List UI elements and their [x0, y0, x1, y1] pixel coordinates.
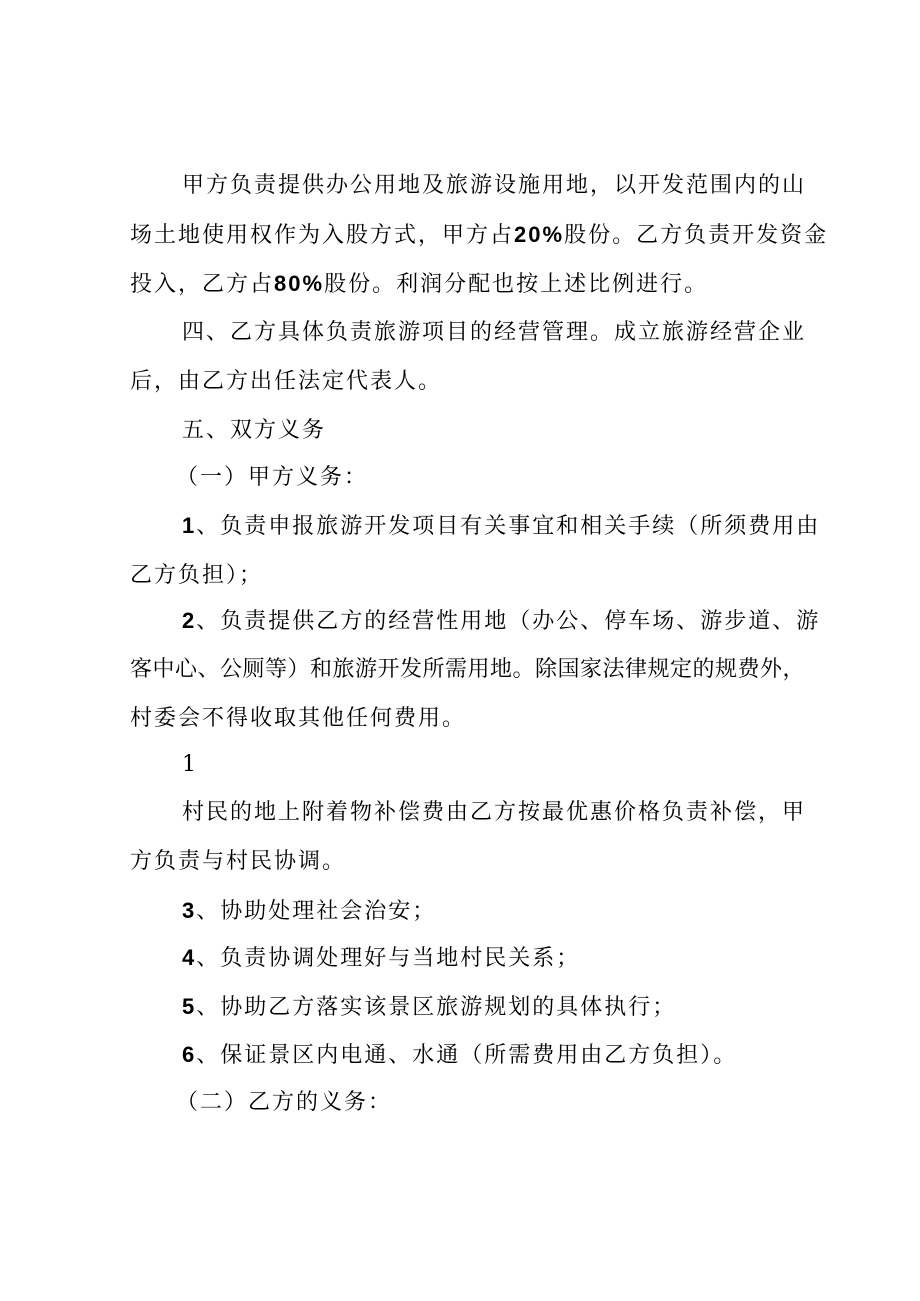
text-run: 场土地使用权作为入股方式，甲方占 — [130, 223, 515, 248]
paragraph-1-line-3 — [130, 271, 708, 298]
text-run: 、负责协调处理好与当地村民关系； — [196, 946, 581, 971]
paragraph-3-line-1: 村民的地上附着物补偿费由乙方按最优惠价格负责补偿，甲 — [182, 800, 807, 825]
section-5-heading: 五、双方义务 — [182, 418, 327, 443]
share-percent-b: 80% — [274, 271, 325, 296]
paragraph-1-line-2 — [130, 222, 828, 249]
item-1-line-1 — [182, 513, 820, 540]
text-run: 、负责提供乙方的经营性用地（办公、停车场、游步道、游 — [196, 609, 821, 634]
text-run: 投入，乙方占 — [130, 272, 275, 297]
text-run: 、协助处理社会治安； — [196, 899, 437, 924]
paragraph-1-line-1: 甲方负责提供办公用地及旅游设施用地，以开发范围内的山 — [182, 173, 807, 198]
item-2-line-3: 村委会不得收取其他任何费用。 — [130, 706, 467, 731]
item-5 — [182, 994, 676, 1021]
text-run: 股份。利润分配也按上述比例进行。 — [324, 272, 709, 297]
item-4 — [182, 945, 580, 972]
item-2-line-2: 客中心、公厕等）和旅游开发所需用地。除国家法律规定的规费外， — [130, 657, 806, 682]
item-2-line-1 — [182, 608, 820, 635]
text-run: 股份。乙方负责开发资金 — [564, 223, 829, 248]
paragraph-3-line-2: 方负责与村民协调。 — [130, 849, 347, 874]
item-number: 4 — [182, 945, 197, 970]
item-number: 6 — [182, 1042, 197, 1067]
clause-4-line-1: 四、乙方具体负责旅游项目的经营管理。成立旅游经营企业 — [182, 320, 807, 345]
clause-4-line-2: 后，由乙方出任法定代表人。 — [130, 369, 443, 394]
item-number: 3 — [182, 898, 197, 923]
party-b-obligations-heading: （二）乙方的义务： — [176, 1090, 393, 1115]
text-run: 、负责申报旅游开发项目有关事宜和相关手续（所须费用由 — [196, 514, 821, 539]
share-percent-a: 20% — [514, 222, 565, 247]
item-number: 2 — [182, 608, 197, 633]
item-1-line-2: 乙方负担）； — [130, 563, 264, 588]
party-a-obligations-heading: （一）甲方义务： — [176, 465, 369, 490]
text-run: 、协助乙方落实该景区旅游规划的具体执行； — [196, 995, 677, 1020]
item-6 — [182, 1042, 737, 1069]
text-run: 、保证景区内电通、水通（所需费用由乙方负担）。 — [196, 1043, 738, 1068]
page-number: 1 — [182, 752, 198, 777]
item-number: 1 — [182, 513, 197, 538]
item-number: 5 — [182, 994, 197, 1019]
item-3 — [182, 898, 436, 925]
